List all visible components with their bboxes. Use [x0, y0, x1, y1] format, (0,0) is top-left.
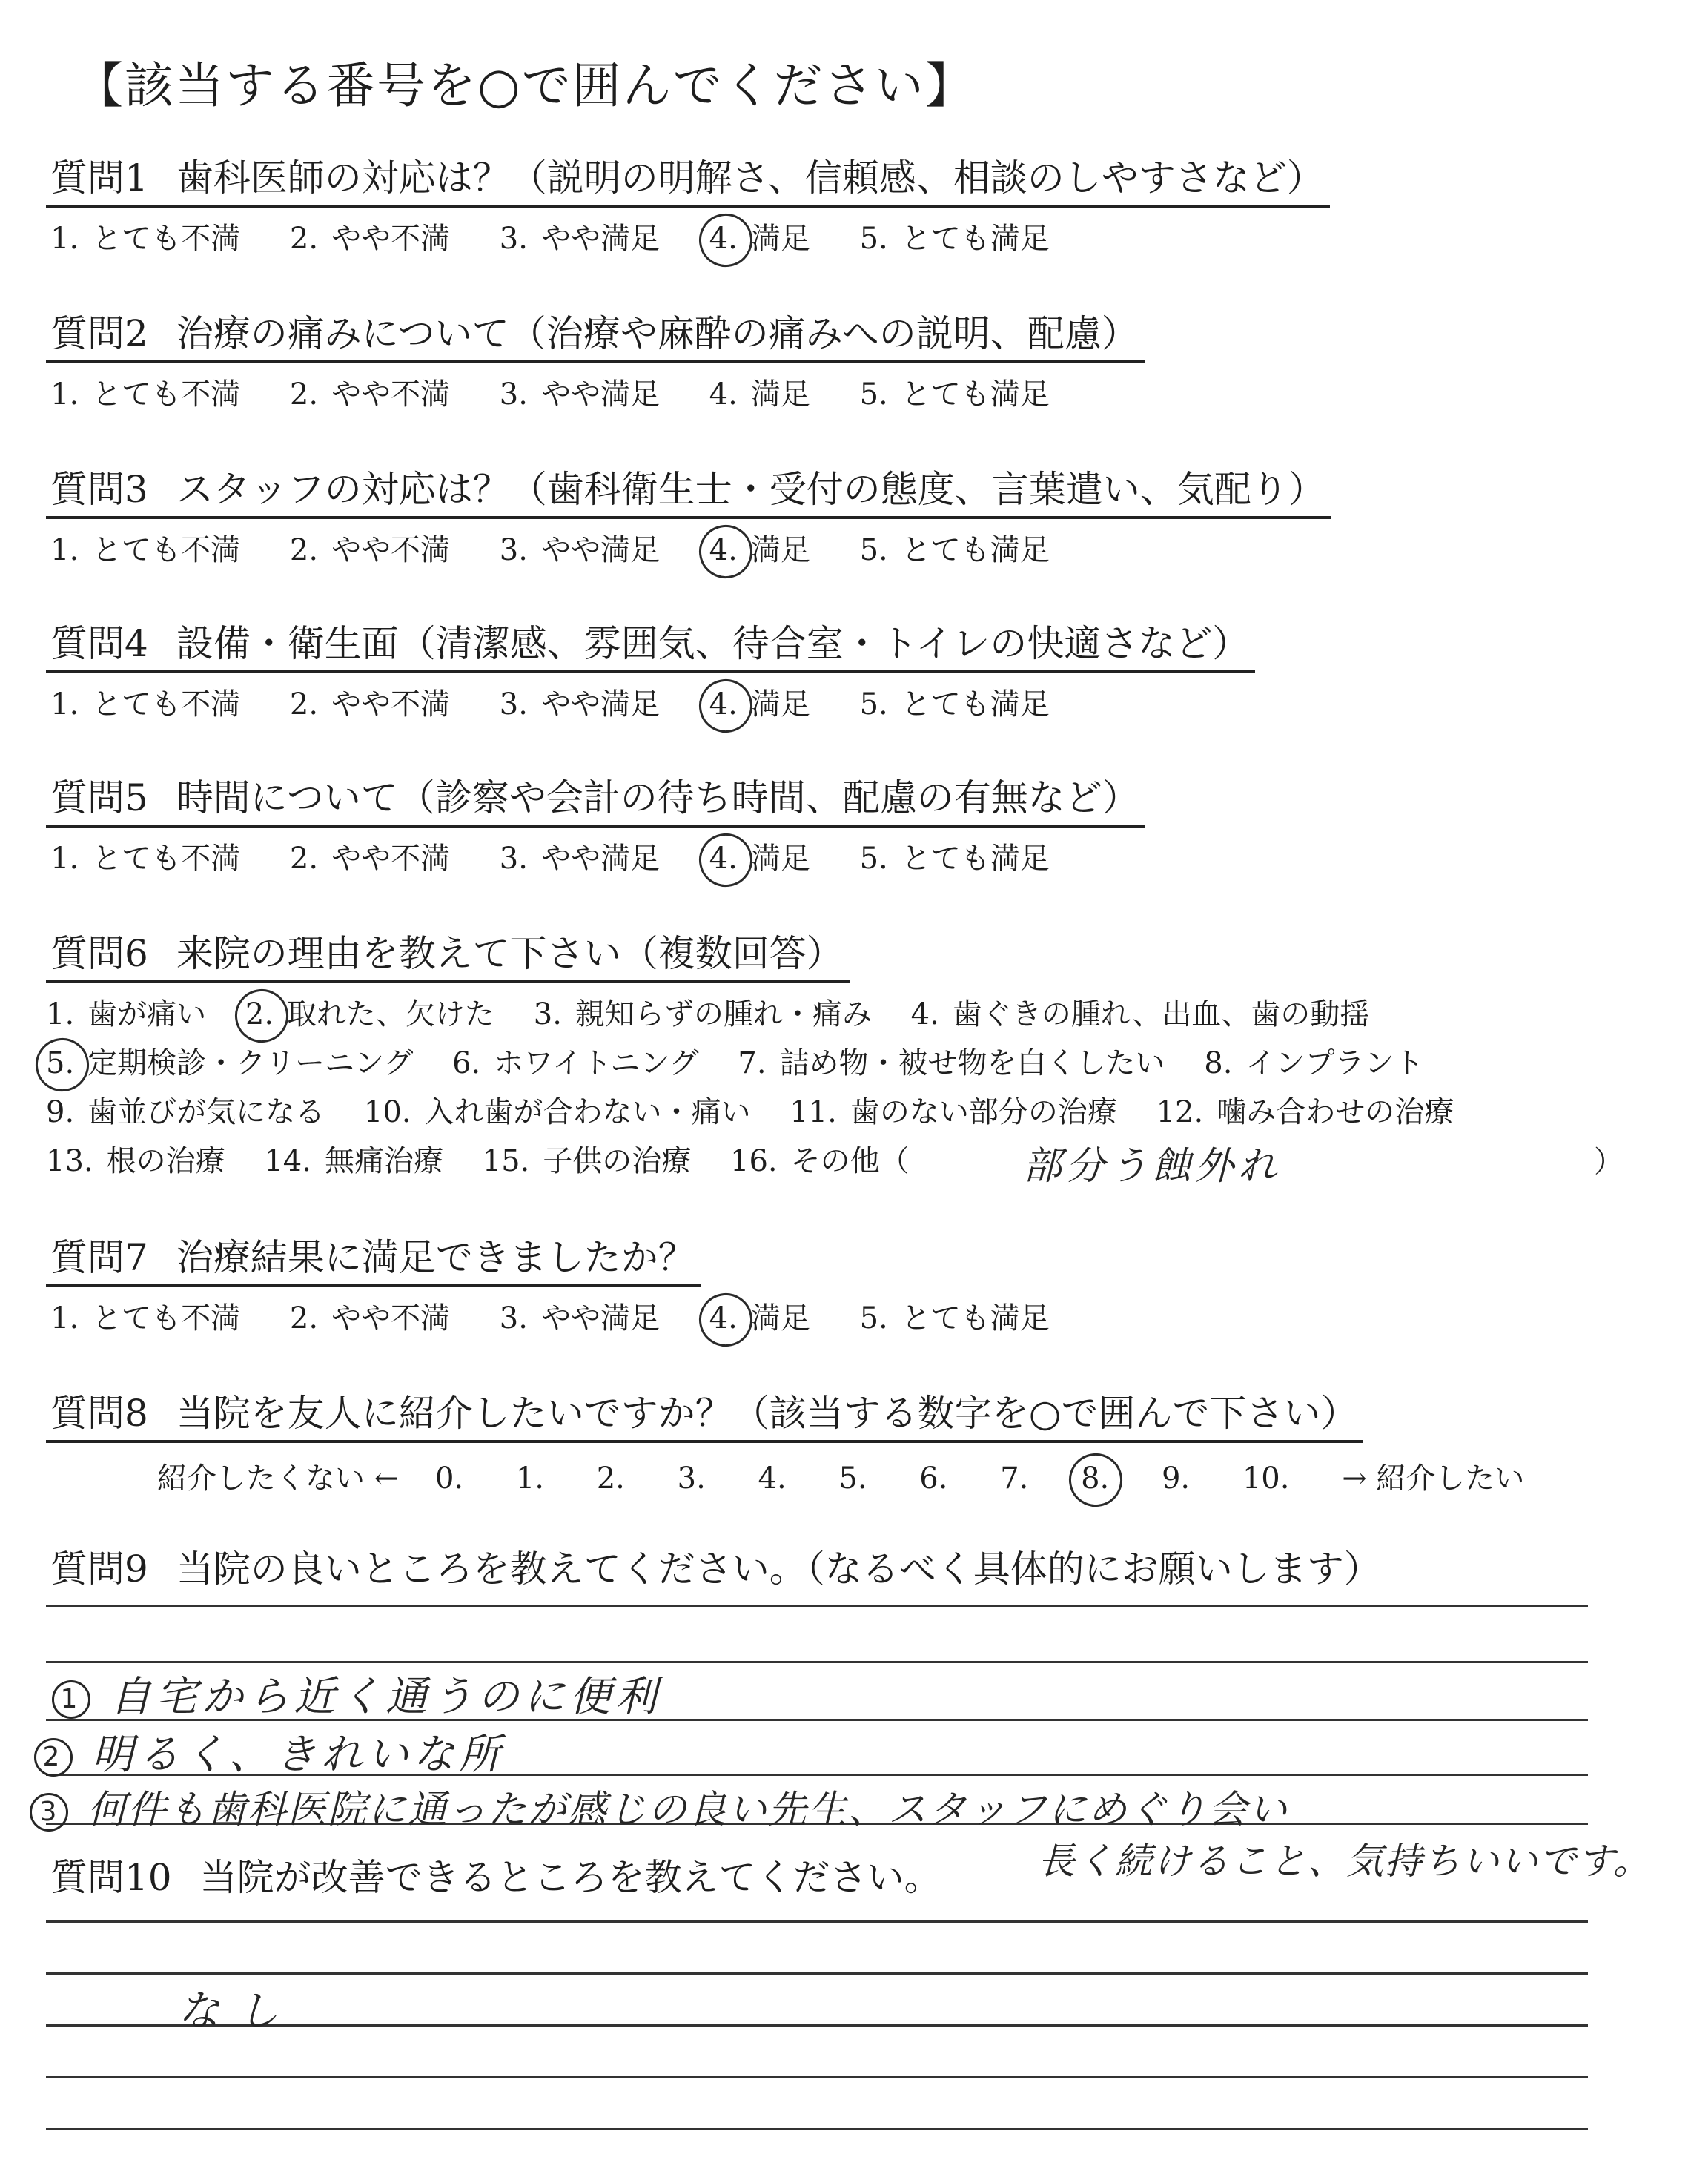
selection-circle: [694, 208, 757, 271]
question-heading: [46, 620, 1255, 673]
option-2[interactable]: 2. やや不満: [289, 533, 451, 567]
question-number: 質問8: [50, 1392, 148, 1435]
reason-16[interactable]: 16. その他（: [730, 1144, 910, 1178]
option-3[interactable]: 3. やや満足: [499, 533, 660, 567]
selection-circle: [1064, 1448, 1127, 1511]
question-number: 質問2: [50, 312, 148, 355]
option-5[interactable]: 5. とても満足: [859, 842, 1050, 876]
answer-line: [46, 1920, 1588, 1923]
option-2[interactable]: 2. やや不満: [289, 222, 451, 256]
recommend-scale: [46, 1458, 1551, 1499]
other-reason-handwritten: 部分う蝕外れ: [1023, 1144, 1282, 1189]
question-heading: [46, 466, 1331, 519]
reason-14[interactable]: 14. 無痛治療: [264, 1144, 443, 1178]
answer-3: 3 何件も歯科医院に通ったが感じの良い先生、スタッフにめぐり会い: [30, 1778, 1288, 1834]
option-1[interactable]: 1. とても不満: [50, 533, 241, 567]
scale-8[interactable]: 8.: [1081, 1458, 1109, 1499]
question-heading: [46, 1545, 1381, 1593]
option-1[interactable]: 1. とても不満: [50, 377, 241, 412]
scale-left-label: 紹介したくない ←: [157, 1462, 400, 1496]
question-5: [46, 774, 1145, 879]
option-1[interactable]: 1. とても不満: [50, 222, 241, 256]
answer-line: [46, 1972, 1588, 1975]
option-3[interactable]: 3. やや満足: [499, 1301, 660, 1335]
question-heading: [46, 154, 1330, 208]
reason-1[interactable]: 1. 歯が痛い: [46, 997, 207, 1031]
question-number: 質問3: [50, 468, 148, 511]
question-text: 当院が改善できるところを教えてください。: [199, 1856, 941, 1899]
scale-1[interactable]: 1.: [515, 1462, 545, 1496]
question-7: [46, 1234, 1090, 1339]
answer-2: 2 明るく、きれいな所: [34, 1722, 505, 1781]
selection-circle: [30, 1033, 93, 1096]
question-text: 当院を友人に紹介したいですか？（該当する数字を○で囲んで下さい）: [176, 1392, 1358, 1435]
scale-right-label: → 紹介したい: [1342, 1462, 1525, 1496]
reason-2[interactable]: 2. 取れた、欠けた: [245, 994, 494, 1035]
scale-5[interactable]: 5.: [838, 1462, 867, 1496]
question-heading: [46, 1234, 701, 1287]
other-close-paren: ）: [1594, 1145, 1623, 1179]
answer-number: 2: [34, 1738, 73, 1777]
option-3[interactable]: 3. やや満足: [499, 842, 660, 876]
scale-4[interactable]: 4.: [758, 1462, 787, 1496]
question-8: [46, 1390, 1551, 1499]
option-4[interactable]: 4. 満足: [709, 377, 810, 412]
option-5[interactable]: 5. とても満足: [859, 222, 1050, 256]
improvement-answer: なし: [178, 1987, 297, 2035]
question-number: 質問1: [50, 156, 148, 199]
option-2[interactable]: 2. やや不満: [289, 842, 451, 876]
selection-circle: [230, 984, 293, 1047]
answer-line: [46, 2076, 1588, 2078]
option-4[interactable]: 4. 満足: [709, 218, 810, 260]
option-5[interactable]: 5. とても満足: [859, 533, 1050, 567]
reason-row: [46, 1091, 1483, 1133]
option-1[interactable]: 1. とても不満: [50, 687, 241, 721]
question-9: [46, 1545, 1381, 1593]
question-1: [46, 154, 1330, 260]
scale-9[interactable]: 9.: [1161, 1462, 1191, 1496]
page-title: 【該当する番号を○で囲んでください】: [74, 57, 976, 114]
answer-1: 1 自宅から近く通うのに便利: [52, 1664, 661, 1723]
option-2[interactable]: 2. やや不満: [289, 687, 451, 721]
rating-options: [46, 529, 1331, 571]
scale-6[interactable]: 6.: [919, 1462, 948, 1496]
reason-5[interactable]: 5. 定期検診・クリーニング: [46, 1043, 413, 1084]
option-3[interactable]: 3. やや満足: [499, 687, 660, 721]
reason-13[interactable]: 13. 根の治療: [46, 1144, 225, 1178]
question-heading: [46, 1854, 941, 1901]
option-1[interactable]: 1. とても不満: [50, 842, 241, 876]
rating-options: [46, 218, 1330, 260]
option-4[interactable]: 4. 満足: [709, 1298, 810, 1339]
question-heading: [46, 1390, 1363, 1443]
option-3[interactable]: 3. やや満足: [499, 377, 660, 412]
reason-12[interactable]: 12. 噛み合わせの治療: [1156, 1095, 1454, 1129]
question-10: [46, 1854, 941, 1901]
reason-15[interactable]: 15. 子供の治療: [482, 1144, 692, 1178]
reason-10[interactable]: 10. 入れ歯が合わない・痛い: [363, 1095, 751, 1129]
question-number: 質問5: [50, 776, 148, 819]
reason-row: [46, 1043, 1483, 1084]
reason-11[interactable]: 11. 歯のない部分の治療: [790, 1095, 1117, 1129]
question-text: スタッフの対応は？（歯科衛生士・受付の態度、言葉遣い、気配り）: [176, 468, 1325, 511]
answer-line: [46, 1661, 1588, 1663]
rating-options: [46, 684, 1255, 725]
reason-6[interactable]: 6. ホワイトニング: [452, 1046, 699, 1080]
question-text: 時間について（診察や会計の待ち時間、配慮の有無など）: [176, 776, 1139, 819]
question-heading: [46, 310, 1145, 363]
selection-circle: [694, 674, 757, 737]
answer-line: [46, 2128, 1588, 2130]
selection-circle: [694, 828, 757, 891]
scale-10[interactable]: 10.: [1242, 1462, 1290, 1496]
option-5[interactable]: 5. とても満足: [859, 687, 1050, 721]
reason-4[interactable]: 4. 歯ぐきの腫れ、出血、歯の動揺: [910, 997, 1370, 1031]
question-text: 当院の良いところを教えてください。（なるべく具体的にお願いします）: [176, 1548, 1381, 1591]
reason-7[interactable]: 7. 詰め物・被せ物を白くしたい: [738, 1046, 1165, 1080]
question-number: 質問10: [50, 1856, 172, 1899]
scale-2[interactable]: 2.: [596, 1462, 625, 1496]
reason-9[interactable]: 9. 歯並びが気になる: [46, 1095, 325, 1129]
option-5[interactable]: 5. とても満足: [859, 1301, 1050, 1335]
question-heading: [46, 930, 850, 983]
question-4: [46, 620, 1255, 725]
question-text: 歯科医師の対応は？（説明の明解さ、信頼感、相談のしやすさなど）: [176, 156, 1324, 199]
question-number: 質問4: [50, 622, 148, 665]
question-text: 来院の理由を教えて下さい（複数回答）: [176, 932, 844, 975]
answer-3-continuation: 長く続けること、気持ちいいです。: [1038, 1840, 1652, 1883]
question-number: 質問7: [50, 1236, 148, 1279]
rating-options: [46, 374, 1145, 415]
question-number: 質問9: [50, 1548, 148, 1591]
question-heading: [46, 774, 1145, 828]
option-2[interactable]: 2. やや不満: [289, 1301, 451, 1335]
question-3: [46, 466, 1331, 571]
question-2: [46, 310, 1145, 415]
rating-options: [46, 838, 1145, 879]
option-4[interactable]: 4. 満足: [709, 838, 810, 879]
scale-0[interactable]: 0.: [434, 1462, 464, 1496]
option-1[interactable]: 1. とても不満: [50, 1301, 241, 1335]
option-2[interactable]: 2. やや不満: [289, 377, 451, 412]
answer-number: 3: [30, 1793, 68, 1832]
scale-3[interactable]: 3.: [677, 1462, 706, 1496]
reason-3[interactable]: 3. 親知らずの腫れ・痛み: [533, 997, 872, 1031]
question-text: 設備・衛生面（清潔感、雰囲気、待合室・トイレの快適さなど）: [176, 622, 1250, 665]
option-4[interactable]: 4. 満足: [709, 529, 810, 571]
selection-circle: [694, 520, 757, 583]
reason-8[interactable]: 8. インプラント: [1204, 1046, 1424, 1080]
selection-circle: [694, 1288, 757, 1351]
rating-options: [46, 1298, 1090, 1339]
question-text: 治療結果に満足できましたか？: [176, 1236, 695, 1279]
answer-number: 1: [52, 1680, 90, 1719]
answer-line: [46, 1605, 1588, 1607]
question-text: 治療の痛みについて（治療や麻酔の痛みへの説明、配慮）: [176, 312, 1139, 355]
option-4[interactable]: 4. 満足: [709, 684, 810, 725]
option-5[interactable]: 5. とても満足: [859, 377, 1050, 412]
scale-7[interactable]: 7.: [1000, 1462, 1029, 1496]
reason-row: [46, 994, 1483, 1035]
question-number: 質問6: [50, 932, 148, 975]
option-3[interactable]: 3. やや満足: [499, 222, 660, 256]
